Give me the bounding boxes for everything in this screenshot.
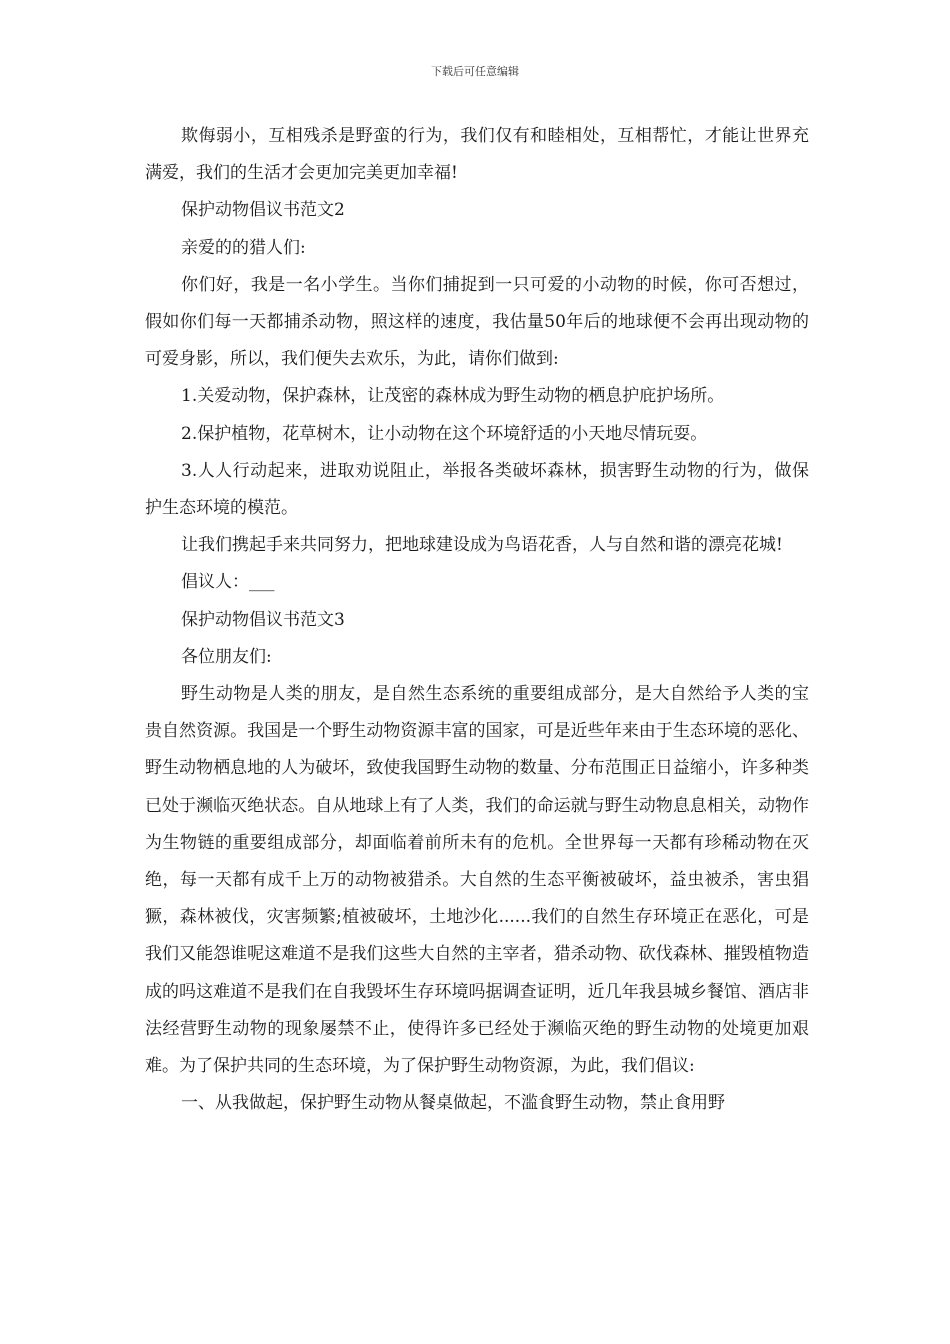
paragraph-closing-line: 欺侮弱小，互相残杀是野蛮的行为，我们仅有和睦相处，互相帮忙，才能让世界充满爱，我们的生活才会更加完美更加幸福!: [145, 126, 809, 184]
paragraph-call-to-action: 让我们携起手来共同努力，把地球建设成为鸟语花香，人与自然和谐的漂亮花城!: [181, 535, 783, 556]
paragraph-intro-2: 你们好，我是一名小学生。当你们捕捉到一只可爱的小动物的时候，你可否想过，假如你们每一天都捕杀动物，照这样的速度，我估量50年后的地球便不会再出现动物的可爱身影，所以，我们便失去欢乐，为此，请你们做到:: [145, 274, 809, 370]
section-title-3: 保护动物倡议书范文3: [181, 609, 345, 630]
salutation-hunters: 亲爱的的猎人们:: [181, 237, 306, 258]
salutation-friends: 各位朋友们:: [181, 646, 272, 667]
section-title-2: 保护动物倡议书范文2: [181, 200, 345, 221]
list-item-1: 1.关爱动物，保护森林，让茂密的森林成为野生动物的栖息护庇护场所。: [181, 386, 725, 407]
signature-line: 倡议人：___: [181, 572, 275, 593]
list-item-2: 2.保护植物，花草树木，让小动物在这个环境舒适的小天地尽情玩耍。: [181, 423, 708, 444]
document-body: [145, 118, 809, 1122]
page-header: 下载后可任意编辑: [431, 65, 519, 78]
proposal-item-1: 一、从我做起，保护野生动物从餐桌做起，不滥食野生动物，禁止食用野: [181, 1093, 725, 1114]
paragraph-main-3: 野生动物是人类的朋友，是自然生态系统的重要组成部分，是大自然给予人类的宝贵自然资源。我国是一个野生动物资源丰富的国家，可是近些年来由于生态环境的恶化、野生动物栖息地的人为破坏，致使我国野生动物的数量、分布范围正日益缩小，许多种类已处于濒临灭绝状态。自从地球上有了人类，我们的命运就与野生动物息息相关，动物作为生物链的重要组成部分，却面临着前所未有的危机。全世界每一天都有珍稀动物在灭绝，每一天都有成千上万的动物被猎杀。大自然的生态平衡被破坏，益虫被杀，害虫猖獗，森林被伐，灾害频繁;植被破坏，土地沙化......我们的自然生存环境正在恶化，可是我们又能怨谁呢这难道不是我们这些大自然的主宰者，猎杀动物、砍伐森林、摧毁植物造成的吗这难道不是我们在自我毁坏生存环境吗据调查证明，近几年我县城乡餐馆、酒店非法经营野生动物的现象屡禁不止，使得许多已经处于濒临灭绝的野生动物的处境更加艰难。为了保护共同的生态环境，为了保护野生动物资源，为此，我们倡议:: [145, 684, 809, 1077]
list-item-3: 3.人人行动起来，进取劝说阻止，举报各类破坏森林，损害野生动物的行为，做保护生态环境的模范。: [145, 460, 809, 519]
